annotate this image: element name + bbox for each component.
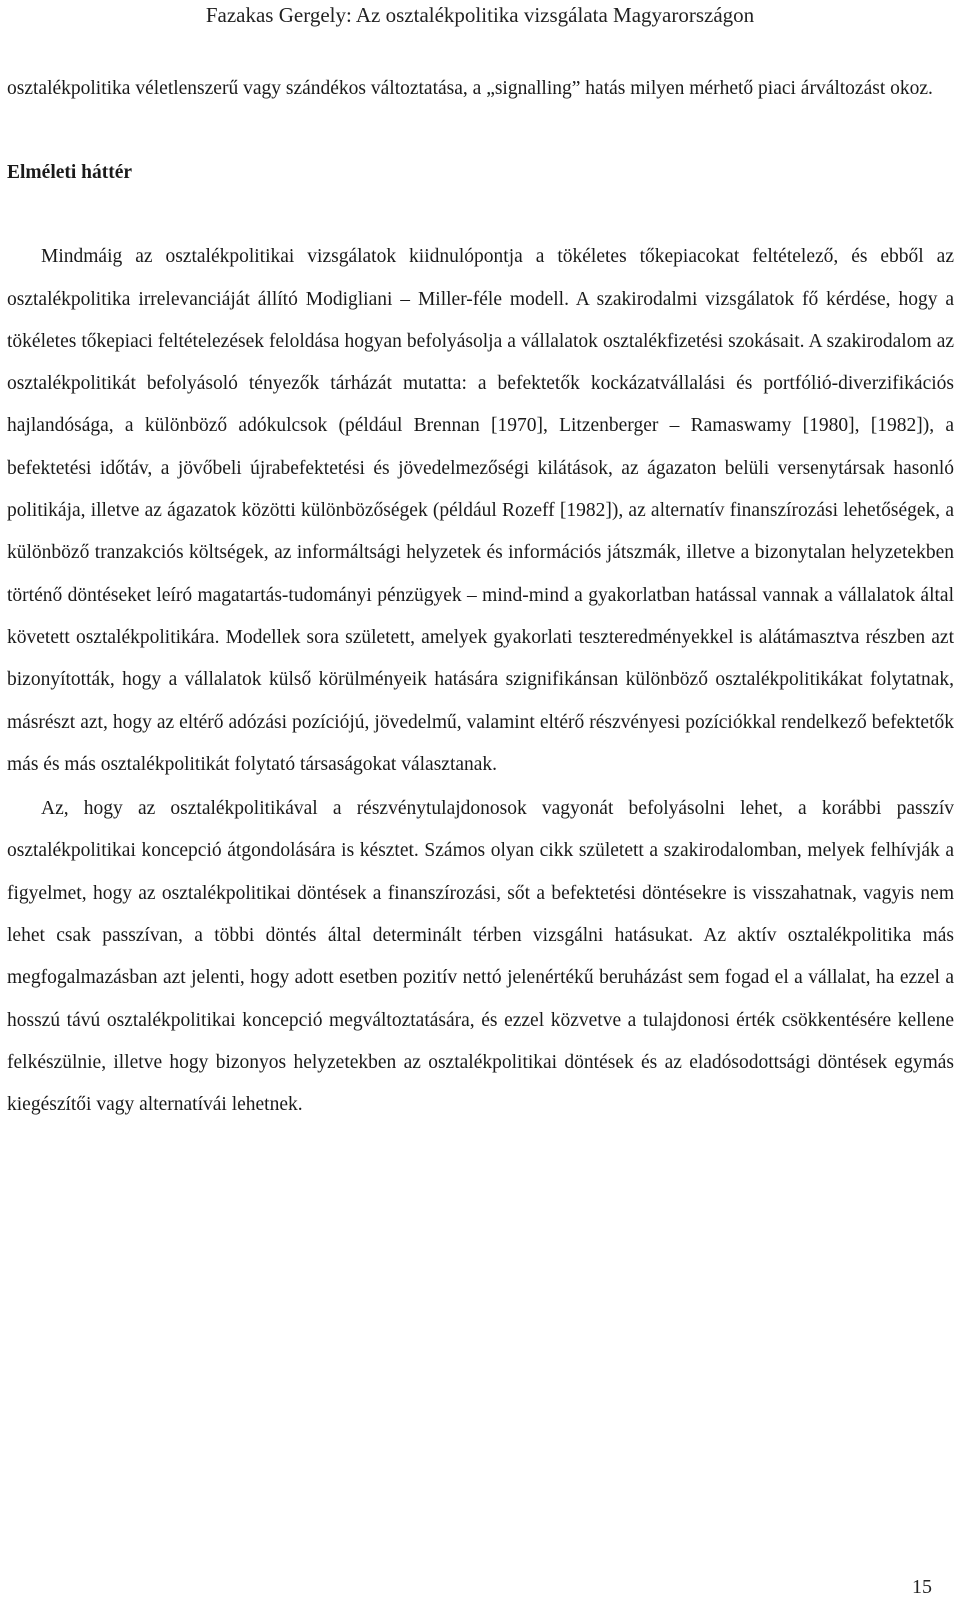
body-paragraph-1: Mindmáig az osztalékpolitikai vizsgálatok kiidnulópontja a tökéletes tőkepiacokat feltételező, és ebből az osztalékpolitika irrelevanciáját állító Modigliani – Miller-féle modell. A szakirodalmi vizsgálatok fő kérdése, hogy a tökéletes tőkepiaci feltételezések feloldása hogyan befolyásolja a vállalatok osztalékfizetési szokásait. A szakirodalom az osztalékpolitikát befolyásoló tényezők tárházát mutatta: a befektetők kockázatvállalási és portfólió-diverzifikációs hajlandósága, a különböző adókulcsok (például Brennan [1970], Litzenberger – Ramaswamy [1980], [1982]), a befektetési időtáv, a jövőbeli újrabefektetési és jövedelmezőségi kilátások, az ágazaton belüli versenytársak hasonló politikája, illetve az ágazatok közötti különbözőségek (például Rozeff [1982]), az alternatív finanszírozási lehetőségek, a különböző tranzakciós költségek, az informáltsági helyzetek és információs játszmák, illetve a bizonytalan helyzetekben történő döntéseket leíró magatartás-tudományi pénzügyek – mind-mind a gyakorlatban hatással vannak a vállalatok által követett osztalékpolitikára. Modellek sora született, amelyek gyakorlati teszteredményekkel is alátámasztva részben azt bizonyították, hogy a vállalatok külső körülményeik hatására szignifikánsan különböző osztalékpolitikákat folytatnak, másrészt azt, hogy az eltérő adózási pozíciójú, jövedelmű, valamint eltérő részvényesi pozíciókkal rendelkező befektetők más és más osztalékpolitikát folytató társaságokat választanak. (7, 246, 954, 775)
page-body (7, 68, 954, 1127)
spacer (7, 110, 954, 152)
section-heading: Elméleti háttér (7, 162, 133, 184)
running-header: Fazakas Gergely: Az osztalékpolitika vizsgálata Magyarországon (205, 3, 755, 27)
body-paragraph-2: Az, hogy az osztalékpolitikával a részvénytulajdonosok vagyonát befolyásolni lehet, a korábbi passzív osztalékpolitikai koncepció átgondolására is késztet. Számos olyan cikk született a szakirodalomban, melyek felhívják a figyelmet, hogy az osztalékpolitikai döntések a finanszírozási, sőt a befektetési döntésekre is visszahatnak, vagyis nem lehet csak passzívan, a többi döntés által determinált térben vizsgálni hatásukat. Az aktív osztalékpolitika más megfogalmazásban azt jelenti, hogy adott esetben pozitív nettó jelenértékű beruházást sem fogad el a vállalat, ha ezzel a hosszú távú osztalékpolitikai koncepció megváltoztatására, és ezzel közvetve a tulajdonosi érték csökkentésére kellene felkészülnie, illetve hogy bizonyos helyzetekben az osztalékpolitikai döntések és az eladósodottsági döntések egymás kiegészítői vagy alternatívái lehetnek. (7, 798, 954, 1116)
page-number: 15 (912, 1576, 932, 1598)
spacer (7, 194, 954, 236)
intro-paragraph: osztalékpolitika véletlenszerű vagy szándékos változtatása, a „signalling” hatás milyen mérhető piaci árváltozást okoz. (7, 78, 933, 99)
